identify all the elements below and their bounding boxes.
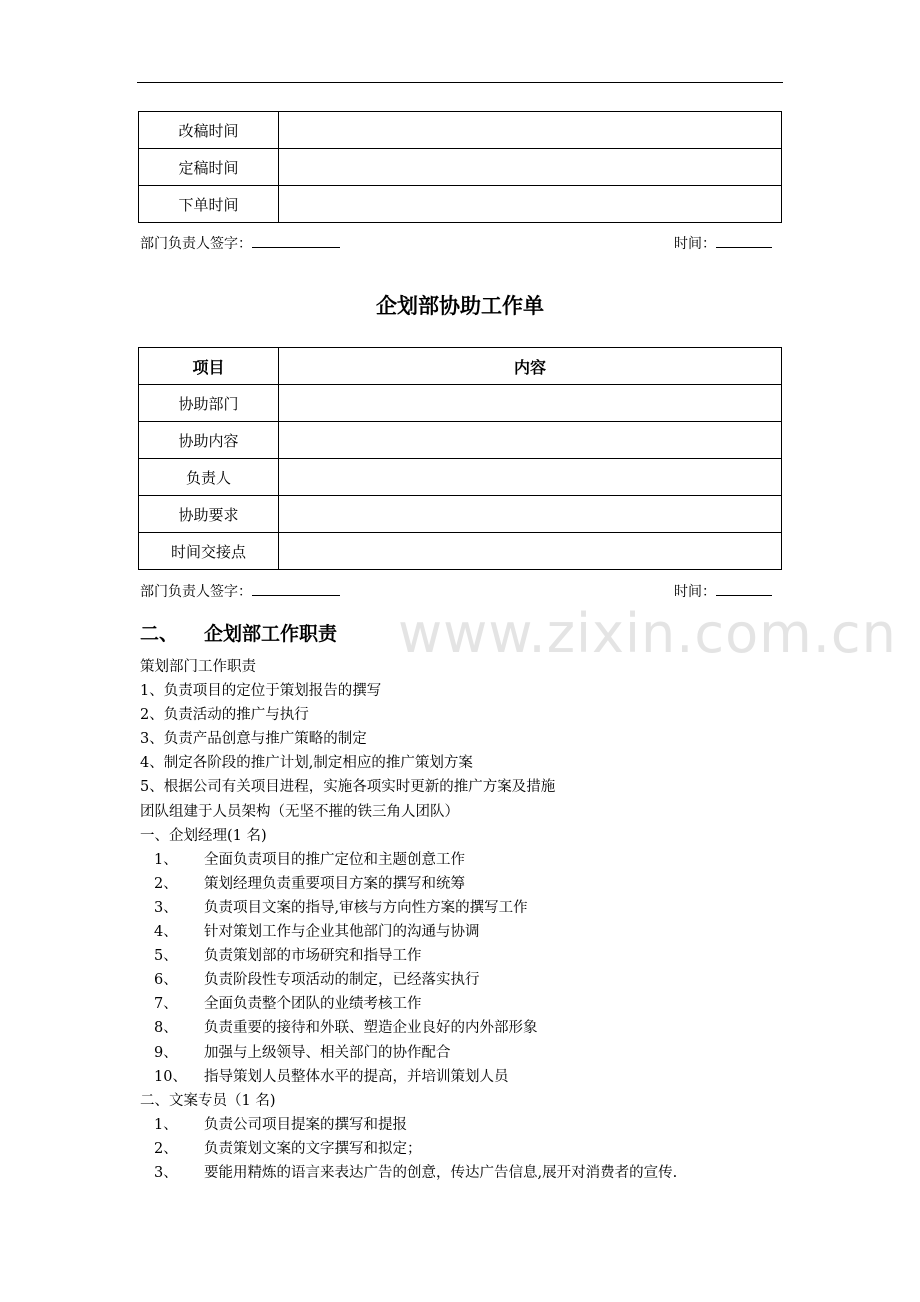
- signature-blank[interactable]: [252, 581, 340, 596]
- list-item: [140, 1065, 780, 1089]
- list-item-number: 1、: [154, 1116, 178, 1133]
- row-value[interactable]: [279, 186, 782, 223]
- header-content: 内容: [279, 348, 782, 385]
- revision-time-table: [138, 111, 782, 223]
- list-item-text: 针对策划工作与企业其他部门的沟通与协调: [204, 924, 480, 941]
- time-label: 时间：: [674, 236, 716, 252]
- list-item-text: 策划经理负责重要项目方案的撰写和统筹: [204, 875, 465, 892]
- list-item-number: 6、: [154, 972, 178, 989]
- list-item: [140, 751, 780, 775]
- table-row: [139, 385, 782, 422]
- list-item-text: 5、根据公司有关项目进程，实施各项实时更新的推广方案及措施: [140, 779, 556, 796]
- list-item: [140, 655, 780, 679]
- list-item-text: 负责策划部的市场研究和指导工作: [204, 948, 422, 965]
- section-heading: [140, 619, 337, 646]
- list-item-number: 2、: [154, 875, 178, 892]
- list-item: [140, 1016, 780, 1040]
- list-item-text: 二、文案专员（1 名): [140, 1092, 276, 1109]
- form-title: 企划部协助工作单: [376, 294, 544, 318]
- list-item: [140, 872, 780, 896]
- row-value[interactable]: [279, 533, 782, 570]
- section-title: 企划部工作职责: [204, 623, 338, 645]
- time-blank[interactable]: [716, 581, 772, 596]
- row-value[interactable]: [279, 422, 782, 459]
- row-label: 负责人: [139, 459, 279, 496]
- list-item-text: 负责阶段性专项活动的制定，已经落实执行: [204, 972, 480, 989]
- list-item: [140, 1137, 780, 1161]
- list-item: [140, 944, 780, 968]
- time-label: 时间：: [674, 584, 716, 600]
- list-item: [140, 679, 780, 703]
- list-item-number: 8、: [154, 1020, 178, 1037]
- header-item: 项目: [139, 348, 279, 385]
- list-item: [140, 1113, 780, 1137]
- watermark: www.zixin.com.cn: [398, 602, 897, 665]
- list-item: [140, 727, 780, 751]
- section-number: 二、: [140, 623, 179, 645]
- row-value[interactable]: [279, 112, 782, 149]
- assistance-form-table: [138, 347, 782, 570]
- list-item: [140, 968, 780, 992]
- list-item-number: 1、: [154, 851, 178, 868]
- row-label: 改稿时间: [139, 112, 279, 149]
- list-item-number: 2、: [154, 1140, 178, 1157]
- table-header-row: [139, 348, 782, 385]
- list-item-text: 要能用精炼的语言来表达广告的创意，传达广告信息,展开对消费者的宣传.: [204, 1164, 678, 1181]
- list-item-text: 策划部门工作职责: [140, 659, 256, 675]
- signature-label: 部门负责人签字：: [140, 236, 252, 252]
- row-value[interactable]: [279, 496, 782, 533]
- list-item-text: 一、企划经理(1 名): [140, 827, 267, 844]
- list-item-number: 3、: [154, 1164, 178, 1181]
- time-blank[interactable]: [716, 233, 772, 248]
- list-item: [140, 920, 780, 944]
- list-item-text: 4、制定各阶段的推广计划,制定相应的推广策划方案: [140, 755, 473, 772]
- list-item-text: 1、负责项目的定位于策划报告的撰写: [140, 683, 382, 700]
- row-label: 定稿时间: [139, 149, 279, 186]
- list-item-number: 9、: [154, 1044, 178, 1061]
- list-item: [140, 800, 780, 824]
- list-item-text: 全面负责整个团队的业绩考核工作: [204, 996, 422, 1013]
- row-label: 协助部门: [139, 385, 279, 422]
- table-row: [139, 112, 782, 149]
- list-item-text: 负责策划文案的文字撰写和拟定；: [204, 1140, 422, 1157]
- row-label: 时间交接点: [139, 533, 279, 570]
- list-item: [140, 896, 780, 920]
- list-item-number: 7、: [154, 996, 178, 1013]
- table-row: [139, 533, 782, 570]
- row-value[interactable]: [279, 149, 782, 186]
- list-item: [140, 1041, 780, 1065]
- list-item-text: 加强与上级领导、相关部门的协作配合: [204, 1044, 451, 1061]
- list-item: [140, 775, 780, 799]
- list-item: [140, 992, 780, 1016]
- list-item-text: 负责项目文案的指导,审核与方向性方案的撰写工作: [204, 899, 528, 916]
- row-label: 协助要求: [139, 496, 279, 533]
- list-item-text: 团队组建于人员架构（无坚不摧的铁三角人团队）: [140, 803, 459, 820]
- list-item-text: 3、负责产品创意与推广策略的制定: [140, 731, 367, 748]
- list-item-number: 5、: [154, 948, 178, 965]
- duties-list: [140, 655, 780, 1185]
- list-item: [140, 848, 780, 872]
- row-label: 下单时间: [139, 186, 279, 223]
- list-item: [140, 1161, 780, 1185]
- table-row: [139, 496, 782, 533]
- list-item: [140, 703, 780, 727]
- list-item-text: 负责重要的接待和外联、塑造企业良好的内外部形象: [204, 1020, 538, 1037]
- table-row: [139, 149, 782, 186]
- signature-label: 部门负责人签字：: [140, 584, 252, 600]
- signature-line: [140, 233, 772, 253]
- table-row: [139, 186, 782, 223]
- signature-blank[interactable]: [252, 233, 340, 248]
- table-row: [139, 459, 782, 496]
- signature-line: [140, 581, 772, 601]
- list-item-text: 2、负责活动的推广与执行: [140, 707, 309, 724]
- list-item-text: 指导策划人员整体水平的提高，并培训策划人员: [204, 1068, 509, 1085]
- list-item: [140, 1089, 780, 1113]
- list-item-number: 4、: [154, 924, 178, 941]
- list-item-number: 3、: [154, 899, 178, 916]
- row-label: 协助内容: [139, 422, 279, 459]
- row-value[interactable]: [279, 459, 782, 496]
- list-item-text: 全面负责项目的推广定位和主题创意工作: [204, 851, 465, 868]
- row-value[interactable]: [279, 385, 782, 422]
- list-item-text: 负责公司项目提案的撰写和提报: [204, 1116, 407, 1133]
- list-item-number: 10、: [154, 1068, 187, 1085]
- header-rule: [137, 82, 783, 83]
- list-item: [140, 824, 780, 848]
- table-row: [139, 422, 782, 459]
